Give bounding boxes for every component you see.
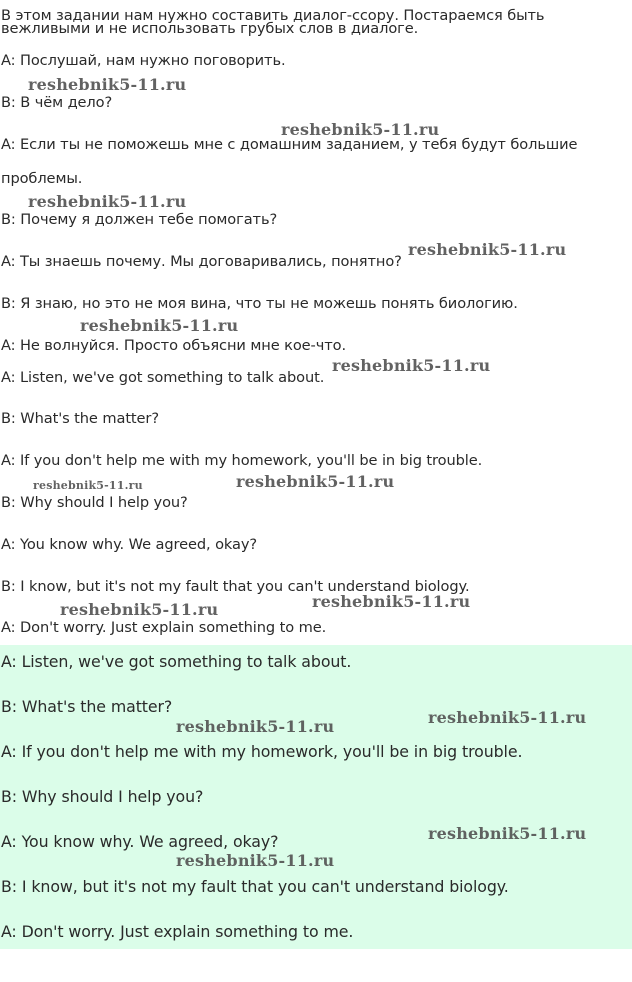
en-line: B: What's the matter? xyxy=(1,410,159,427)
answer-line: B: I know, but it's not my fault that you can't understand biology. xyxy=(1,877,509,896)
watermark: reshebnik5-11.ru xyxy=(28,75,187,94)
watermark: reshebnik5-11.ru xyxy=(332,356,491,375)
watermark: reshebnik5-11.ru xyxy=(80,316,239,335)
answer-line: B: Why should I help you? xyxy=(1,787,204,806)
intro-text: В этом задании нам нужно составить диалог-ссору. Постараемся быть xyxy=(1,7,545,24)
watermark: reshebnik5-11.ru xyxy=(33,479,143,492)
answer-line: A: Listen, we've got something to talk about. xyxy=(1,652,352,671)
answer-line: A: Don't worry. Just explain something to me. xyxy=(1,922,354,941)
ru-line: A: Если ты не поможешь мне с домашним заданием, у тебя будут большие xyxy=(1,136,578,153)
answer-block xyxy=(0,645,632,949)
ru-line: B: Я знаю, но это не моя вина, что ты не можешь понять биологию. xyxy=(1,295,518,312)
ru-line: A: Не волнуйся. Просто объясни мне кое-что. xyxy=(1,337,346,354)
watermark: reshebnik5-11.ru xyxy=(312,592,471,611)
ru-line: проблемы. xyxy=(1,170,83,187)
watermark: reshebnik5-11.ru xyxy=(60,600,219,619)
watermark: reshebnik5-11.ru xyxy=(176,717,335,736)
en-line: A: If you don't help me with my homework, you'll be in big trouble. xyxy=(1,452,483,469)
watermark: reshebnik5-11.ru xyxy=(28,192,187,211)
watermark: reshebnik5-11.ru xyxy=(236,472,395,491)
ru-line: B: Почему я должен тебе помогать? xyxy=(1,211,278,228)
ru-line: B: В чём дело? xyxy=(1,94,113,111)
en-line: A: Listen, we've got something to talk about. xyxy=(1,369,325,386)
en-line: A: You know why. We agreed, okay? xyxy=(1,536,258,553)
watermark: reshebnik5-11.ru xyxy=(281,120,440,139)
answer-line: A: You know why. We agreed, okay? xyxy=(1,832,279,851)
en-line: A: Don't worry. Just explain something to me. xyxy=(1,619,327,636)
answer-line: A: If you don't help me with my homework, you'll be in big trouble. xyxy=(1,742,523,761)
watermark: reshebnik5-11.ru xyxy=(176,851,335,870)
watermark: reshebnik5-11.ru xyxy=(408,240,567,259)
intro-cut-line xyxy=(0,20,632,41)
answer-line: B: What's the matter? xyxy=(1,697,173,716)
watermark: reshebnik5-11.ru xyxy=(428,708,587,727)
intro-cut-text: вежливыми и не использовать грубых слов в диалоге. xyxy=(1,20,419,37)
watermark: reshebnik5-11.ru xyxy=(428,824,587,843)
en-line: B: Why should I help you? xyxy=(1,494,188,511)
ru-line: A: Послушай, нам нужно поговорить. xyxy=(1,52,286,69)
ru-line: A: Ты знаешь почему. Мы договаривались, понятно? xyxy=(1,253,402,270)
en-line: B: I know, but it's not my fault that you can't understand biology. xyxy=(1,578,470,595)
